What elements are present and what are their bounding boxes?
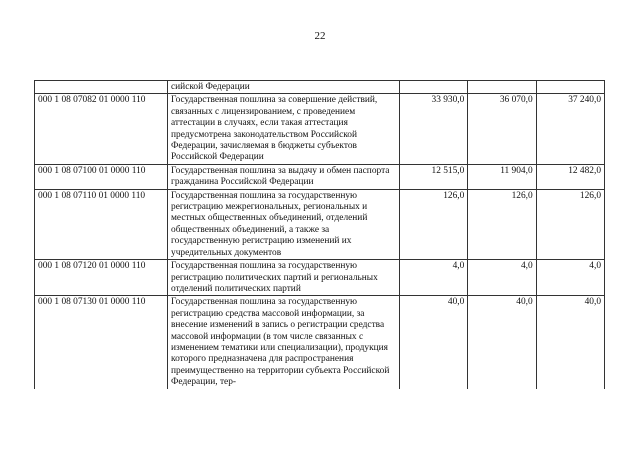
table-row: [35, 189, 605, 259]
row-value-2: 36 070,0: [468, 94, 536, 164]
page-number: 22: [314, 30, 326, 42]
row-name: Государственная пошлина за государственную регистрацию средства массовой информации, за внесение изменений в запись о регистрации средства массовой информации (в том числе связанных с изменением тематики или специализации), продукция которого предназначена для распространения преимущественно на территории субъекта Российской Федерации, тер-: [168, 296, 400, 389]
row-name: сийской Федерации: [168, 81, 400, 94]
row-code: 000 1 08 07130 01 0000 110: [35, 296, 168, 389]
row-value-3: 40,0: [536, 296, 604, 389]
row-name: Государственная пошлина за государственную регистрацию политических партий и региональных отделений политических партий: [168, 260, 400, 296]
row-name: Государственная пошлина за совершение действий, связанных с лицензированием, с проведением аттестации в случаях, если такая аттестация предусмотрена законодательством Российской Федерации, зачисляемая в бюджеты субъектов Российской Федерации: [168, 94, 400, 164]
row-code: 000 1 08 07110 01 0000 110: [35, 189, 168, 259]
row-value-1: 4,0: [400, 260, 468, 296]
table-row: [35, 81, 605, 94]
row-value-1: 33 930,0: [400, 94, 468, 164]
revenue-table: [34, 80, 605, 389]
row-value-2: 4,0: [468, 260, 536, 296]
row-name: Государственная пошлина за выдачу и обмен паспорта гражданина Российской Федерации: [168, 164, 400, 189]
row-value-2: [468, 81, 536, 94]
row-value-3: [536, 81, 604, 94]
table-row: [35, 164, 605, 189]
row-value-1: [400, 81, 468, 94]
row-value-1: 40,0: [400, 296, 468, 389]
row-code: [35, 81, 168, 94]
row-value-2: 126,0: [468, 189, 536, 259]
table-row: [35, 296, 605, 389]
table-row: [35, 94, 605, 164]
row-value-1: 126,0: [400, 189, 468, 259]
row-value-3: 126,0: [536, 189, 604, 259]
row-value-3: 37 240,0: [536, 94, 604, 164]
row-name: Государственная пошлина за государственную регистрацию межрегиональных, региональных и местных общественных объединений, отделений общественных объединений, а также за государственную регистрацию изменений их учредительных документов: [168, 189, 400, 259]
row-code: 000 1 08 07100 01 0000 110: [35, 164, 168, 189]
row-value-2: 11 904,0: [468, 164, 536, 189]
row-value-3: 12 482,0: [536, 164, 604, 189]
row-code: 000 1 08 07082 01 0000 110: [35, 94, 168, 164]
row-value-1: 12 515,0: [400, 164, 468, 189]
row-value-2: 40,0: [468, 296, 536, 389]
row-value-3: 4,0: [536, 260, 604, 296]
row-code: 000 1 08 07120 01 0000 110: [35, 260, 168, 296]
table-row: [35, 260, 605, 296]
